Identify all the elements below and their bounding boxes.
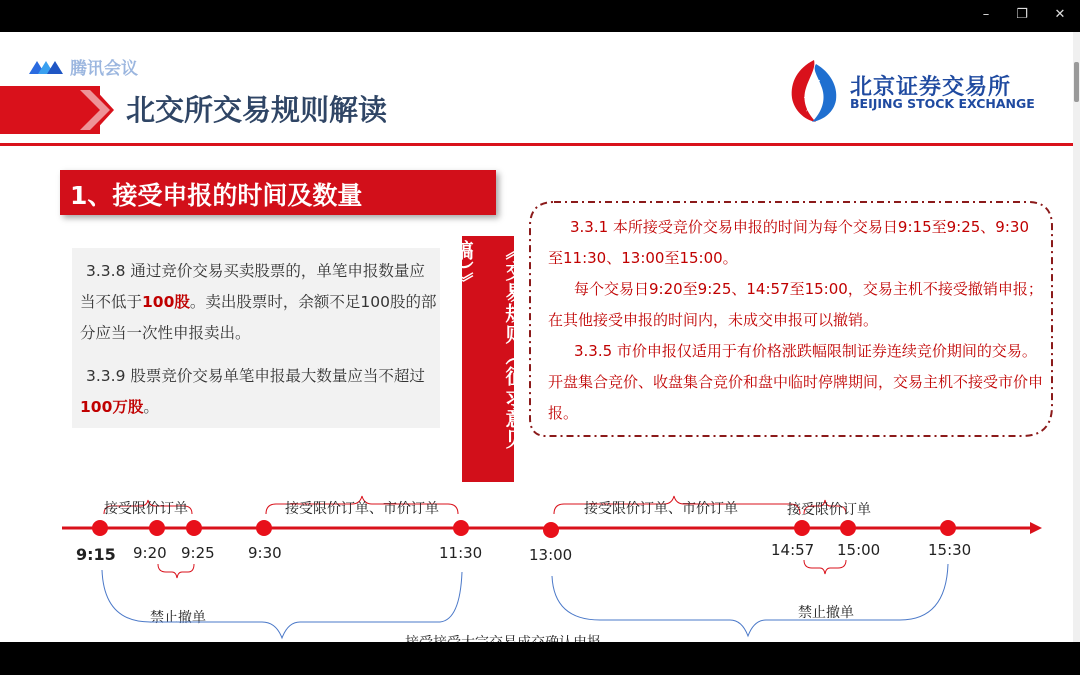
rule-3-3-1: 3.3.1 本所接受竞价交易申报的时间为每个交易日9:15至9:25、9:30至11:30、13:00至15:00。	[548, 218, 1029, 267]
trading-timeline	[0, 452, 1073, 642]
rule-3-3-8-text: 3.3.8 通过竞价交易买卖股票的，单笔申报数量应当不低于	[80, 262, 425, 311]
maximize-button[interactable]: ❐	[1016, 6, 1028, 22]
time-dot-1500	[840, 520, 856, 536]
meeting-watermark	[28, 54, 138, 79]
label-limit-market-pm: 接受限价订单、市价订单	[584, 501, 738, 517]
rule-cancel-window: 每个交易日9:20至9:25、14:57至15:00，交易主机不接受撤销申报；在其他接受申报的时间内，未成交申报可以撤销。	[548, 280, 1043, 329]
time-label-1457: 14:57	[771, 541, 815, 559]
scrollbar-thumb[interactable]	[1074, 62, 1079, 102]
rules-source-label	[450, 236, 526, 482]
label-no-cancel-pm: 禁止撤单	[798, 605, 854, 621]
close-button[interactable]: ✕	[1054, 6, 1066, 22]
label-limit-pm: 接受限价订单	[787, 502, 871, 518]
brace-no-cancel-pm	[804, 560, 846, 574]
label-no-cancel-am: 禁止撤单	[150, 610, 206, 626]
section-banner	[60, 170, 496, 215]
time-label-0925: 9:25	[181, 544, 215, 562]
section-title: 1、接受申报的时间及数量	[70, 181, 363, 210]
time-label-0930: 9:30	[248, 544, 282, 562]
time-label-1300: 13:00	[529, 546, 573, 564]
rule-3-3-5: 3.3.5 市价申报仅适用于有价格涨跌幅限制证券连续竞价期间的交易。开盘集合竞价、收盘集合竞价和盘中临时停牌期间，交易主机不接受市价申报。	[548, 342, 1044, 422]
label-limit-am: 接受限价订单	[104, 501, 188, 517]
label-limit-market-am: 接受限价订单、市价订单	[285, 501, 439, 517]
shared-slide	[0, 32, 1073, 642]
bottom-bar	[0, 642, 1080, 675]
time-label-1530: 15:30	[928, 541, 972, 559]
window-titlebar	[0, 0, 1080, 32]
brace-no-cancel-am	[158, 564, 194, 578]
time-dot-0915	[92, 520, 108, 536]
time-dot-1130	[453, 520, 469, 536]
rule-3-3-9-emphasis: 100万股	[80, 398, 144, 416]
time-dot-1457	[794, 520, 810, 536]
rule-3-3-8-emphasis: 100股	[142, 293, 190, 311]
page-title: 北交所交易规则解读	[126, 93, 388, 127]
left-rules-box	[72, 248, 440, 428]
rule-3-3-9-text-end: 。	[143, 398, 159, 416]
header-chevron-icon	[70, 84, 116, 136]
rule-3-3-9-text: 3.3.9 股票竞价交易单笔申报最大数量应当不超过	[86, 367, 425, 385]
header-divider	[0, 143, 1073, 146]
time-dot-0925	[186, 520, 202, 536]
right-rules-box	[528, 200, 1054, 438]
meeting-app-name: 腾讯会议	[70, 59, 138, 79]
time-label-1130: 11:30	[439, 544, 483, 562]
time-dot-0920	[149, 520, 165, 536]
minimize-button[interactable]: –	[982, 6, 990, 22]
brace-block-trade-pm	[552, 564, 948, 636]
timeline-arrow-icon	[1030, 522, 1042, 534]
rule-3-3-9	[80, 361, 440, 423]
time-dot-1300	[543, 522, 559, 538]
rules-source-text: 《交易规则（征求意见稿）》	[450, 240, 526, 450]
rule-3-3-8	[80, 256, 440, 349]
time-dot-0930	[256, 520, 272, 536]
tencent-meeting-logo-icon	[28, 58, 64, 76]
time-dot-1530	[940, 520, 956, 536]
bse-logo-cn: 北京证券交易所	[850, 75, 1012, 100]
vertical-scrollbar[interactable]	[1073, 32, 1080, 642]
time-label-0920: 9:20	[133, 544, 167, 562]
rule-3-3-8-text-end: 。卖出股票时，余额不足100股的部分应当一次性申报卖出。	[80, 293, 437, 342]
bse-logo-en: BEIJING STOCK EXCHANGE	[850, 96, 1035, 111]
time-label-0915: 9:15	[76, 545, 116, 564]
brace-block-trade-am	[102, 570, 462, 638]
bse-logo-icon	[786, 58, 842, 124]
time-label-1500: 15:00	[837, 541, 881, 559]
